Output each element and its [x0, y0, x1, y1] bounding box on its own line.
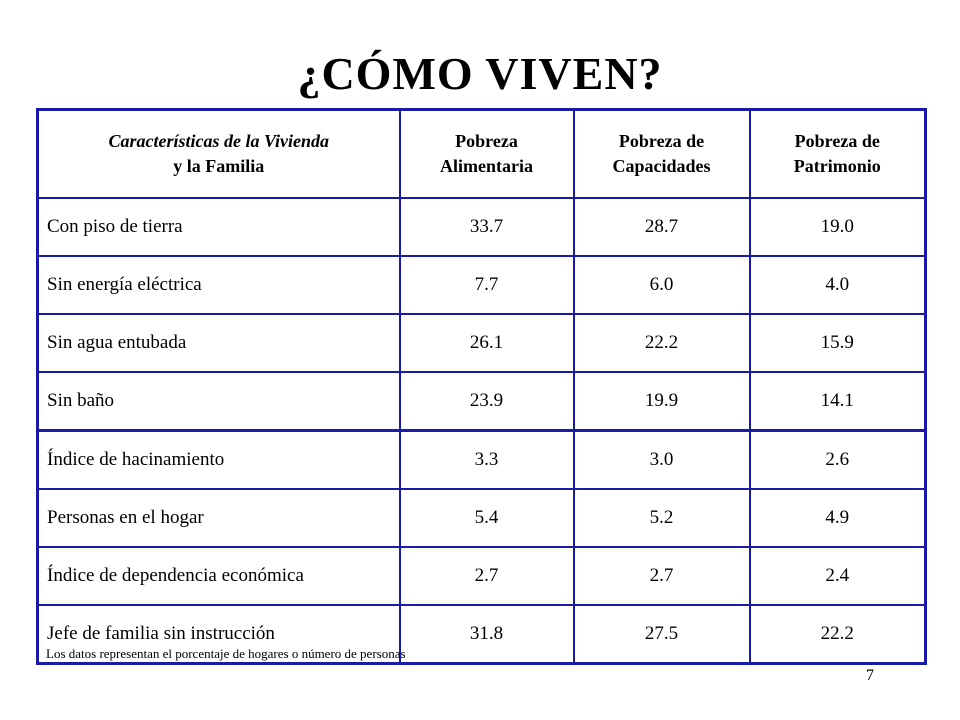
cell-alimentaria: 33.7: [400, 198, 574, 256]
cell-capacidades: 22.2: [574, 314, 750, 372]
header-pobreza-capacidades-line2: Capacidades: [612, 156, 711, 176]
slide-title: ¿CÓMO VIVEN?: [297, 48, 663, 99]
cell-patrimonio: 22.2: [750, 605, 926, 664]
header-pobreza-alimentaria: [400, 110, 574, 199]
row-label: Sin agua entubada: [38, 314, 400, 372]
cell-alimentaria: 26.1: [400, 314, 574, 372]
cell-patrimonio: 19.0: [750, 198, 926, 256]
table-row: [38, 256, 926, 314]
cell-capacidades: 2.7: [574, 547, 750, 605]
header-caracteristicas-line2: y la Familia: [173, 156, 265, 176]
cell-capacidades: 19.9: [574, 372, 750, 431]
row-label: Sin baño: [38, 372, 400, 431]
cell-alimentaria: 3.3: [400, 431, 574, 490]
header-pobreza-patrimonio-line2: Patrimonio: [793, 156, 881, 176]
row-label: Con piso de tierra: [38, 198, 400, 256]
table-row: [38, 547, 926, 605]
cell-patrimonio: 4.0: [750, 256, 926, 314]
cell-alimentaria: 31.8: [400, 605, 574, 664]
cell-patrimonio: 4.9: [750, 489, 926, 547]
cell-patrimonio: 14.1: [750, 372, 926, 431]
row-label: Personas en el hogar: [38, 489, 400, 547]
cell-alimentaria: 7.7: [400, 256, 574, 314]
footnote: Los datos representan el porcentaje de hogares o número de personas: [46, 646, 406, 661]
table-row: [38, 372, 926, 431]
cell-patrimonio: 15.9: [750, 314, 926, 372]
cell-patrimonio: 2.6: [750, 431, 926, 490]
cell-patrimonio: 2.4: [750, 547, 926, 605]
cell-capacidades: 5.2: [574, 489, 750, 547]
cell-capacidades: 28.7: [574, 198, 750, 256]
poverty-table: [36, 108, 927, 665]
table-row: [38, 431, 926, 490]
cell-alimentaria: 5.4: [400, 489, 574, 547]
header-pobreza-patrimonio: [750, 110, 926, 199]
page-number: 7: [866, 667, 874, 684]
header-caracteristicas: [38, 110, 400, 199]
cell-capacidades: 3.0: [574, 431, 750, 490]
table-row: [38, 314, 926, 372]
header-pobreza-alimentaria-line2: Alimentaria: [440, 156, 533, 176]
row-label: Jefe de familia sin instrucción: [38, 605, 400, 664]
header-pobreza-alimentaria-line1: Pobreza: [455, 131, 518, 151]
table-row: [38, 198, 926, 256]
table-header-row: [38, 110, 926, 199]
cell-capacidades: 27.5: [574, 605, 750, 664]
header-pobreza-capacidades: [574, 110, 750, 199]
cell-capacidades: 6.0: [574, 256, 750, 314]
row-label: Índice de dependencia económica: [38, 547, 400, 605]
header-caracteristicas-line1: Características de la Vivienda: [108, 131, 329, 151]
table-row: [38, 489, 926, 547]
cell-alimentaria: 2.7: [400, 547, 574, 605]
row-label: Índice de hacinamiento: [38, 431, 400, 490]
header-pobreza-capacidades-line1: Pobreza de: [618, 131, 705, 151]
row-label: Sin energía eléctrica: [38, 256, 400, 314]
header-pobreza-patrimonio-line1: Pobreza de: [794, 131, 880, 151]
cell-alimentaria: 23.9: [400, 372, 574, 431]
